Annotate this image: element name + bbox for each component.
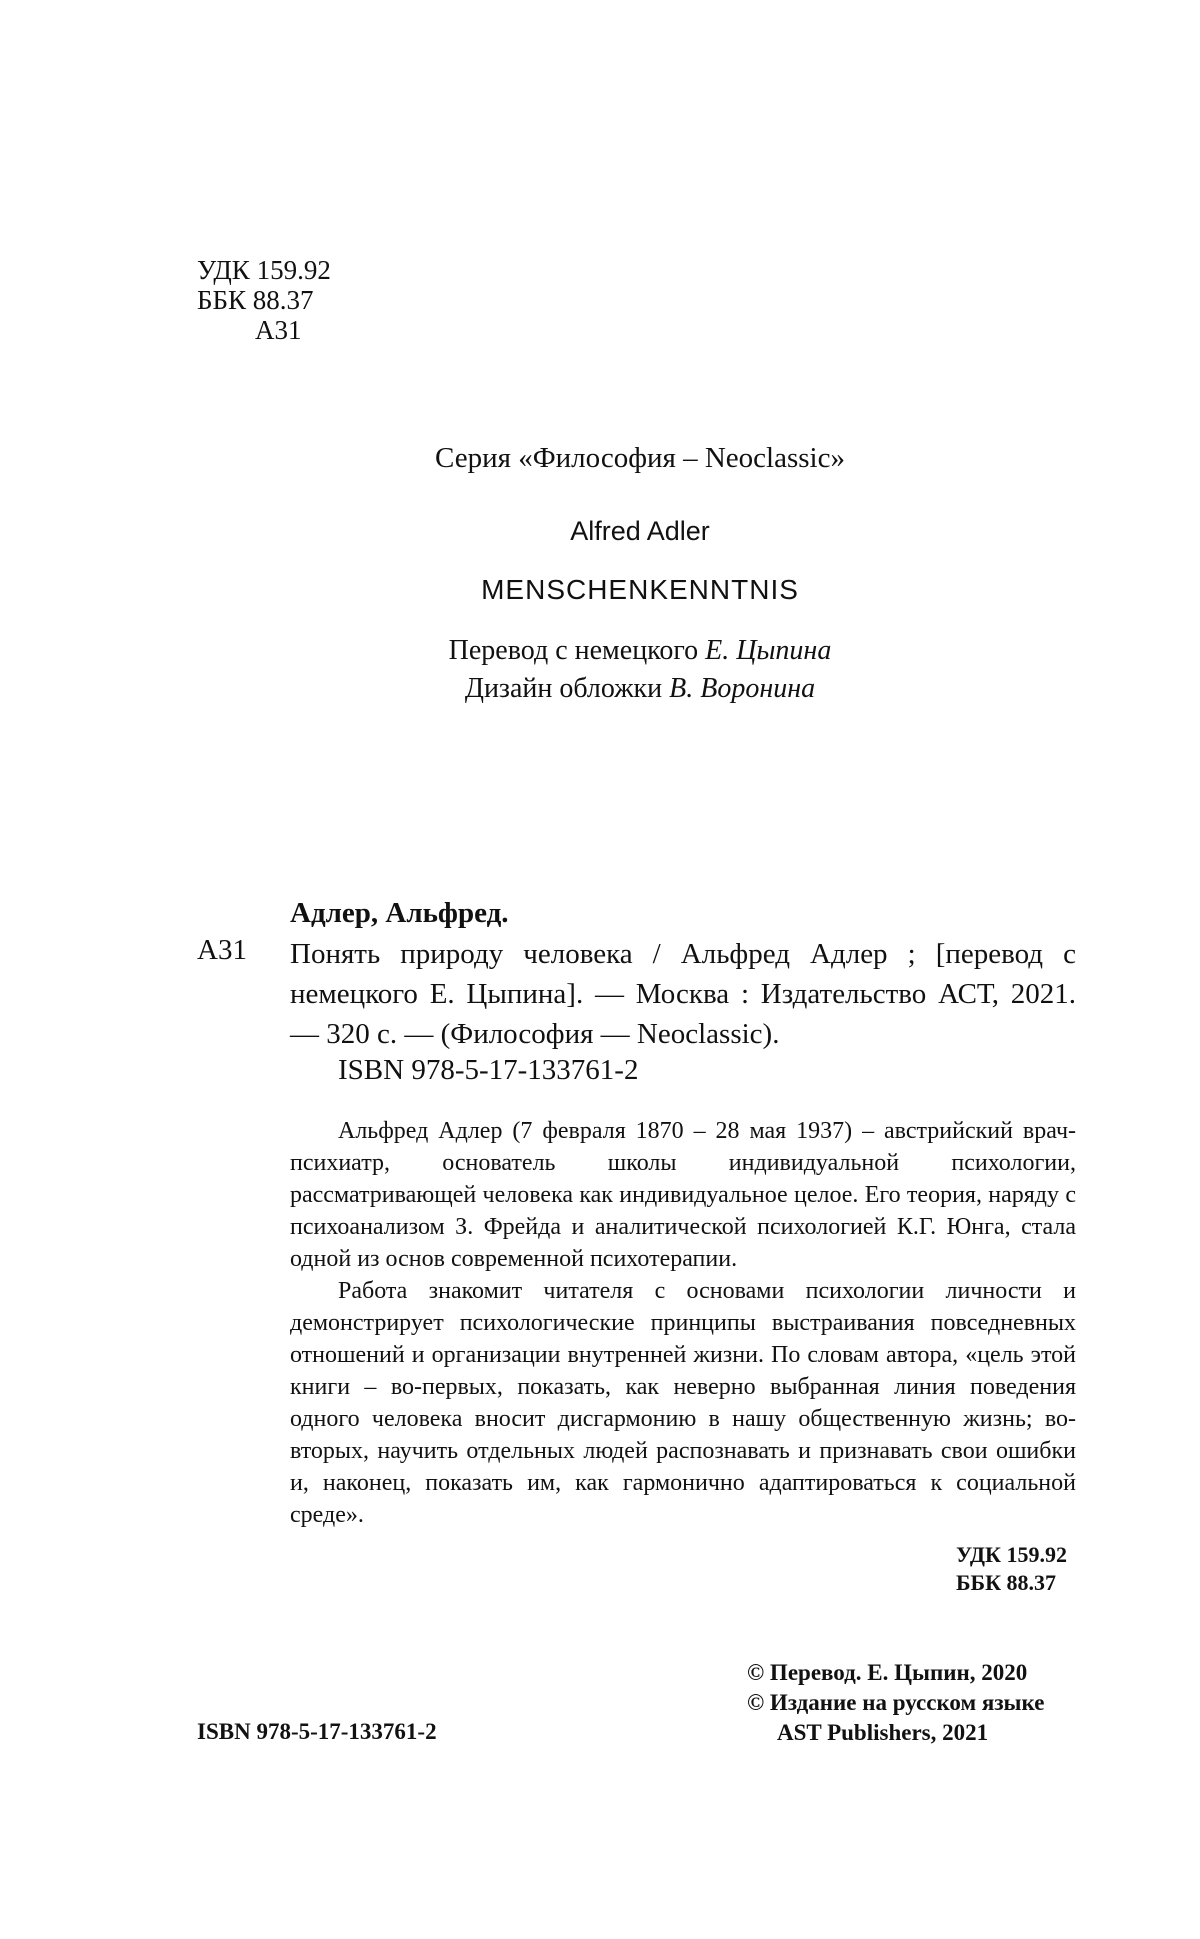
designer-name: В. Воронина bbox=[669, 673, 816, 704]
classification-codes-bottom bbox=[956, 1541, 1067, 1597]
bibliographic-isbn: ISBN 978-5-17-133761-2 bbox=[338, 1054, 639, 1086]
classification-codes-top bbox=[197, 255, 331, 345]
translator-name: Е. Цыпина bbox=[705, 635, 832, 666]
udk-code: УДК 159.92 bbox=[956, 1542, 1068, 1567]
design-credit bbox=[0, 670, 1200, 708]
translation-label: Перевод с немецкого bbox=[448, 635, 706, 666]
original-title: MENSCHENKENNTNIS bbox=[481, 574, 799, 605]
annotation bbox=[290, 1115, 1076, 1531]
isbn-bottom: ISBN 978-5-17-133761-2 bbox=[197, 1719, 437, 1744]
copyright-edition: © Издание на русском языке bbox=[747, 1690, 1045, 1715]
bibliographic-heading: Адлер, Альфред. bbox=[290, 897, 509, 929]
bibliographic-code: А31 bbox=[197, 934, 247, 966]
original-author: Alfred Adler bbox=[570, 516, 710, 546]
credits bbox=[0, 632, 1200, 708]
design-label: Дизайн обложки bbox=[464, 673, 670, 704]
series-line: Серия «Философия – Neoclassic» bbox=[435, 442, 845, 474]
udk-code: УДК 159.92 bbox=[197, 255, 331, 285]
annotation-paragraph: Работа знакомит читателя с основами психологии личности и демонстрирует психологические принципы выстраивания повседневных отношений и организации внутренней жизни. По словам автора, «цель этой книги – во-первых, показать, как неверно выбранная линия поведения одного человека вносит дисгармонию в нашу общественную жизнь; во-вторых, научить отдельных людей распознавать и признавать свои ошибки и, наконец, показать им, как гармонично адаптироваться к социальной среде». bbox=[290, 1278, 1076, 1528]
translation-credit bbox=[0, 632, 1200, 670]
bibliographic-description: Понять природу человека / Альфред Адлер ; [перевод с немецкого Е. Цыпина]. — Москва : Издательство АСТ, 2021. — 320 с. — (Философия — Neoclassic). bbox=[290, 938, 1076, 1050]
copyright-block bbox=[747, 1658, 1044, 1748]
copyright-publisher: AST Publishers, 2021 bbox=[777, 1720, 989, 1745]
copyright-translation: © Перевод. Е. Цыпин, 2020 bbox=[747, 1660, 1028, 1685]
annotation-paragraph: Альфред Адлер (7 февраля 1870 – 28 мая 1937) – австрийский врач-психиатр, основатель школы индивидуальной психологии, рассматривающей человека как индивидуальное целое. Его теория, наряду с психоанализом З. Фрейда и аналитической психологией К.Г. Юнга, стала одной из основ современной психотерапии. bbox=[290, 1118, 1076, 1272]
bbk-code: ББК 88.37 bbox=[197, 285, 314, 315]
bbk-code: ББК 88.37 bbox=[956, 1570, 1057, 1595]
author-mark: А31 bbox=[255, 315, 302, 345]
